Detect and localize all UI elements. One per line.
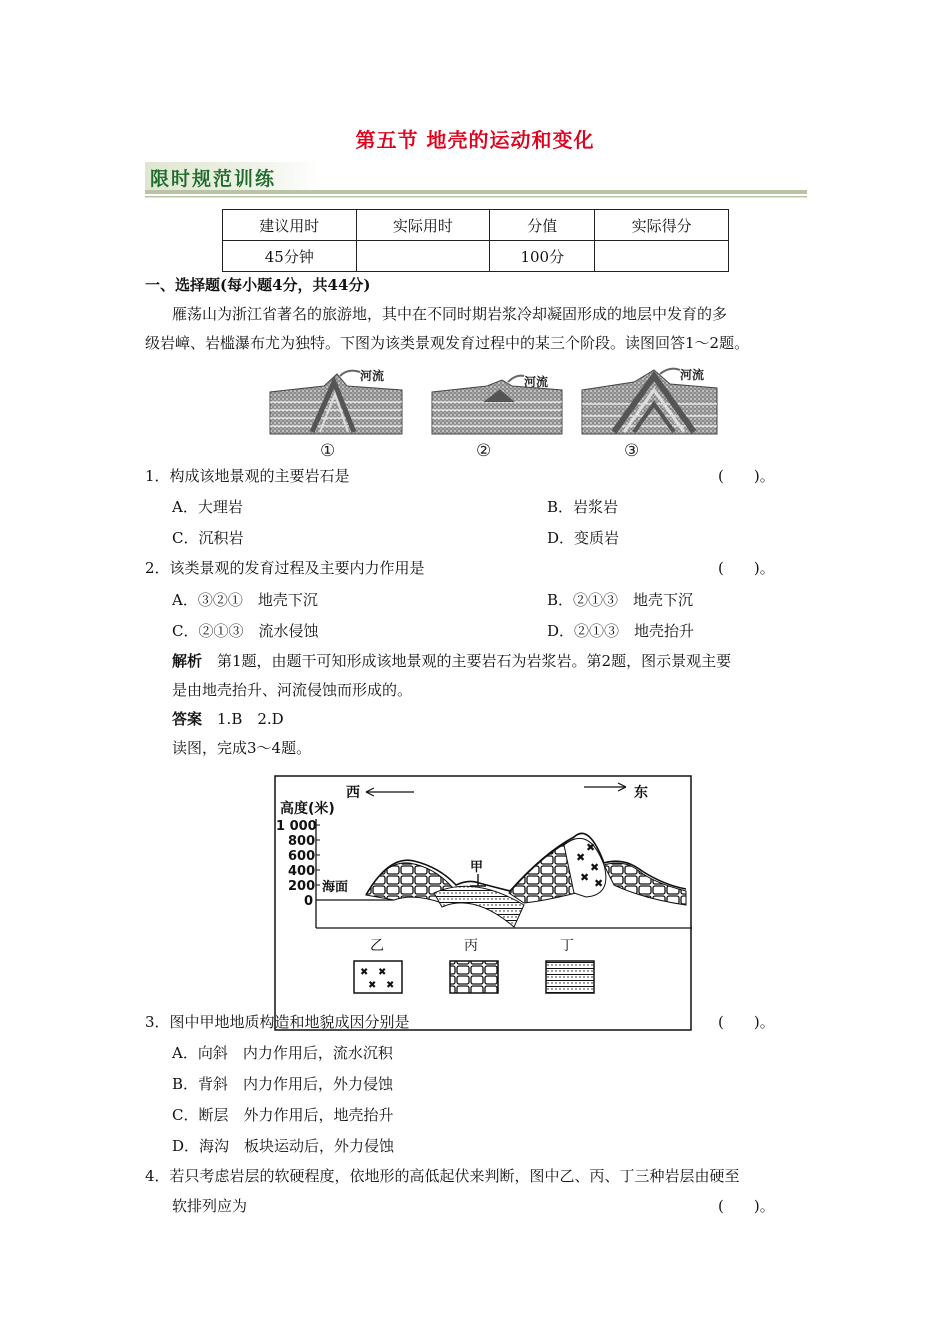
svg-text:✖: ✖	[586, 841, 596, 854]
option-a: A．③②① 地壳下沉	[172, 591, 318, 609]
read-prompt: 读图，完成3～4题。	[172, 739, 312, 757]
direction-west: 西	[346, 785, 360, 801]
option-a: A．向斜 内力作用后，流水沉积	[172, 1044, 393, 1062]
y-tick: 800	[288, 834, 316, 849]
y-tick: 0	[304, 894, 314, 909]
option-d: D．②①③ 地壳抬升	[547, 622, 695, 640]
option-d: D．变质岩	[547, 529, 620, 547]
legend-label: 丙	[464, 938, 478, 954]
svg-text:✖: ✖	[580, 871, 590, 884]
table-cell: 100分	[490, 241, 595, 272]
stage-label: ②	[476, 441, 492, 460]
figure-landform-stages	[262, 362, 722, 460]
analysis-text: 是由地壳抬升、河流侵蚀而形成的。	[172, 681, 413, 699]
table-row	[223, 210, 729, 241]
y-tick: 400	[288, 864, 316, 879]
svg-text:✖: ✖	[590, 861, 600, 874]
page-title: 第五节 地壳的运动和变化	[355, 128, 595, 152]
table-cell	[595, 241, 729, 272]
svg-text:✖: ✖	[368, 980, 377, 991]
y-tick: 200	[288, 879, 316, 894]
answer-blank: ( )。	[718, 559, 775, 577]
option-d: D．海沟 板块运动后，外力侵蚀	[172, 1137, 395, 1155]
svg-text:✖: ✖	[594, 877, 604, 890]
legend-swatch-bing	[450, 961, 498, 993]
section-heading: 一、选择题(每小题4分，共44分)	[145, 276, 371, 294]
analysis-line	[172, 650, 731, 672]
answer-label: 答案	[172, 710, 203, 728]
intro-line: 雁荡山为浙江省著名的旅游地，其中在不同时期岩浆冷却凝固形成的地层中发育的多	[172, 305, 728, 323]
river-label: 河流	[524, 375, 549, 389]
stage-diagram-1	[270, 368, 402, 460]
table-header-cell: 实际用时	[356, 210, 490, 241]
question-1-stem: 1．构成该地景观的主要岩石是	[145, 467, 350, 485]
svg-text:✖: ✖	[386, 980, 395, 991]
legend-swatch-ding	[546, 961, 594, 993]
table-header-cell: 分值	[490, 210, 595, 241]
option-b: B．岩浆岩	[547, 498, 619, 516]
answer-blank: ( )。	[718, 467, 775, 485]
y-tick: 1 000	[276, 819, 317, 834]
point-jia-label: 甲	[470, 860, 484, 875]
question-3-stem: 3．图中甲地地质构造和地貌成因分别是	[145, 1013, 410, 1031]
svg-text:✖: ✖	[360, 967, 369, 978]
option-c: C．断层 外力作用后，地壳抬升	[172, 1106, 394, 1124]
question-2-stem: 2．该类景观的发育过程及主要内力作用是	[145, 559, 425, 577]
table-header-cell: 建议用时	[223, 210, 357, 241]
answer-line	[172, 708, 284, 730]
answer-blank: ( )。	[718, 1197, 775, 1215]
intro-line: 级岩嶂、岩槛瀑布尤为独特。下图为该类景观发育过程中的某三个阶段。读图回答1～2题。	[145, 334, 750, 352]
svg-text:✖: ✖	[576, 851, 586, 864]
table-row	[223, 241, 729, 272]
y-tick: 600	[288, 849, 316, 864]
stage-diagram-2	[432, 374, 562, 460]
figure-cross-section	[274, 775, 692, 1031]
stage-label: ③	[624, 441, 640, 460]
sea-level-label: 海面	[322, 880, 349, 895]
river-label: 河流	[680, 368, 705, 382]
question-4-stem-cont: 软排列应为	[172, 1197, 248, 1215]
option-b: B．②①③ 地壳下沉	[547, 591, 694, 609]
option-b: B．背斜 内力作用后，外力侵蚀	[172, 1075, 394, 1093]
direction-east: 东	[634, 785, 648, 801]
banner-title: 限时规范训练	[150, 168, 277, 190]
svg-text:✖: ✖	[378, 967, 387, 978]
river-label: 河流	[360, 369, 385, 383]
option-c: C．沉积岩	[172, 529, 244, 547]
y-axis-label: 高度(米)	[280, 801, 335, 817]
table-cell	[356, 241, 490, 272]
legend-label: 乙	[370, 938, 384, 954]
answer-blank: ( )。	[718, 1013, 775, 1031]
table-cell: 45分钟	[223, 241, 357, 272]
analysis-label: 解析	[172, 652, 203, 670]
question-4-stem: 4．若只考虑岩层的软硬程度，依地形的高低起伏来判断，图中乙、丙、丁三种岩层由硬至	[145, 1167, 740, 1185]
analysis-text: 第1题，由题干可知形成该地景观的主要岩石为岩浆岩。第2题，图示景观主要	[202, 652, 732, 670]
answer-text: 1.B 2.D	[202, 710, 284, 728]
legend-label: 丁	[560, 938, 574, 954]
stage-label: ①	[320, 441, 336, 460]
table-header-cell: 实际得分	[595, 210, 729, 241]
stage-diagram-3	[582, 367, 717, 460]
option-a: A．大理岩	[172, 498, 243, 516]
score-table	[222, 209, 729, 272]
option-c: C．②①③ 流水侵蚀	[172, 622, 319, 640]
